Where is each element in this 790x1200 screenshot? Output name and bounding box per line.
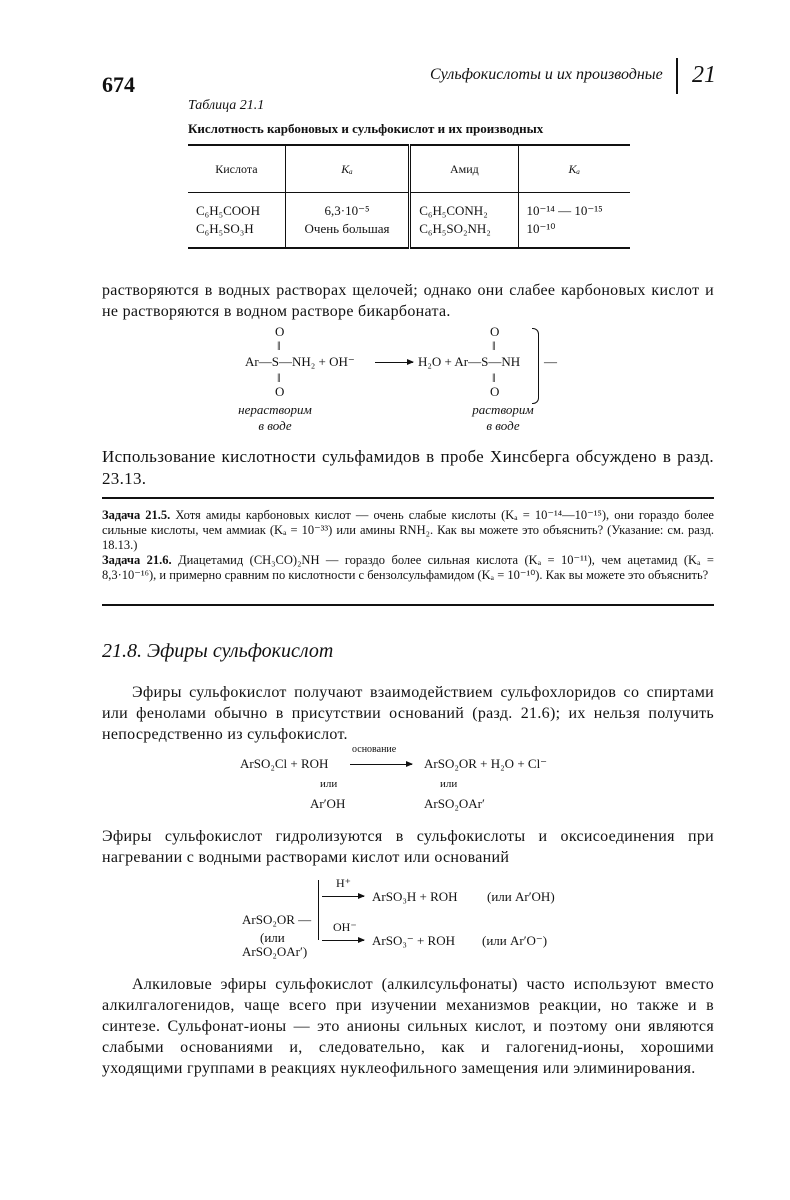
reaction-arrow [350,764,412,765]
header-cell: Кислота [188,145,285,193]
table-cell: Очень большая [285,219,409,248]
double-bond: ‖ [277,338,281,353]
table-cell: C₆H₅SO₂NH₂ [410,219,518,248]
products: ArSO₂OR + H₂O + Cl⁻ [424,756,548,771]
header-cell: Kₐ [285,145,409,193]
alt-reactant: Ar′OH [310,796,346,811]
product-base: ArSO₃⁻ + ROH [372,933,456,948]
table-cell: C₆H₅SO₃H [188,219,285,248]
table-row [188,219,630,248]
table-title: Кислотность карбоновых и сульфокислот и их производных [188,121,544,136]
header-cell: Kₐ [518,145,630,193]
reactants: ArSO₂Cl + ROH [240,756,329,771]
reaction-arrow [322,940,364,941]
condition-acid: H⁺ [336,876,351,890]
problems [102,508,714,583]
header-divider [676,58,678,94]
paragraph: Эфиры сульфокислот гидролизуются в сульфокислоты и оксисоединения при нагревании с водными растворами кислот или оснований [102,828,714,866]
table-header-row [188,145,630,193]
alt-product: (или Ar′OH) [487,889,555,904]
table-cell: 6,3·10⁻⁵ [285,193,409,220]
problem-label: Задача 21.6. [102,553,172,567]
label-line: в воде [486,418,520,433]
charge: — [544,354,557,369]
bracket [532,328,539,404]
double-bond: ‖ [277,370,281,385]
oxygen-atom: O [490,324,500,339]
problem-text: Диацетамид (CH₃CO)₂NH — гораздо более сильная кислота (Kₐ = 10⁻¹¹), чем ацетамид (Kₐ = 8,3·10⁻¹⁶), и примерно сравним по кислотности с бензолсульфамидом (Kₐ = 10⁻¹⁰). Как вы можете это объяснить? [102,553,714,582]
condition-base: OH⁻ [333,920,357,934]
divider [102,497,714,499]
paragraph: Использование кислотности сульфамидов в пробе Хинсберга обсуждено в разд. 23.13. [102,447,714,488]
label-line: растворим [472,402,534,417]
section-title: 21.8. Эфиры сульфокислот [102,640,334,662]
table-cell: 10⁻¹⁰ [518,219,630,248]
table-caption: Таблица 21.1 [188,98,265,113]
or-label: или [440,778,458,790]
label-insoluble [230,402,320,434]
condition: основание [352,744,397,755]
oxygen-atom: O [275,324,285,339]
paragraph: растворяются в водных растворах щелочей; однако они слабее карбоновых кислот и не растворяются в водном растворе бикарбоната. [102,282,714,320]
alt-product: (или Ar′O⁻) [482,933,548,948]
oxygen-atom: O [275,384,285,399]
alt-reactant: ArSO₂OAr′) [242,944,308,959]
problem-label: Задача 21.5. [102,508,171,522]
chapter-number: 21 [692,62,716,88]
alt-reactant: (или [260,930,285,945]
divider [102,604,714,606]
or-label: или [320,778,338,790]
table-cell: C₆H₅CONH₂ [410,193,518,220]
table-cell: C₆H₅COOH [188,193,285,220]
problem-21-5 [102,508,714,553]
table-cell: 10⁻¹⁴ — 10⁻¹⁵ [526,203,603,218]
problem-21-6 [102,553,714,583]
acidity-table [188,144,630,249]
product-acid: ArSO₃H + ROH [372,889,458,904]
problem-text: Хотя амиды карбоновых кислот — очень слабые кислоты (Kₐ = 10⁻¹⁴—10⁻¹⁵), они гораздо более сильные кислоты, чем аммиак (Kₐ = 10⁻³³) или амины RNH₂. Как вы можете это объяснить? (Указание: см. разд. 18.13.) [102,508,714,552]
label-line: нерастворим [238,402,312,417]
branch-line [318,880,319,940]
reactants: Ar—S—NH₂ + OH⁻ [245,354,355,369]
label-soluble [458,402,548,434]
reaction-arrow [322,896,364,897]
running-title: Сульфокислоты и их производные [430,66,663,83]
page-number: 674 [102,72,135,97]
alt-product: ArSO₂OAr′ [424,796,485,811]
paragraph: Алкиловые эфиры сульфокислот (алкилсульфонаты) часто используют вместо алкилгалогенидов, чаще всего при изучении механизмов реакции, но также и в синтезе. Сульфонат-ионы — это анионы сильных кислот, и поэтому они являются слабыми основаниями и, следовательно, как и галогенид-ионы, хорошими уходящими группами в реакциях нуклеофильного замещения или элиминирования. [102,976,714,1077]
double-bond: ‖ [492,370,496,385]
header-cell: Амид [410,145,518,193]
products: H₂O + Ar—S—NH [418,354,521,369]
double-bond: ‖ [492,338,496,353]
paragraph: Эфиры сульфокислот получают взаимодействием сульфохлоридов со спиртами или фенолами обычно в присутствии оснований (разд. 21.6); их нельзя получить непосредственно из сульфокислот. [102,684,714,743]
table-row [188,193,630,220]
reaction-arrow [375,362,413,363]
reactant: ArSO₂OR — [242,912,312,927]
label-line: в воде [258,418,292,433]
oxygen-atom: O [490,384,500,399]
